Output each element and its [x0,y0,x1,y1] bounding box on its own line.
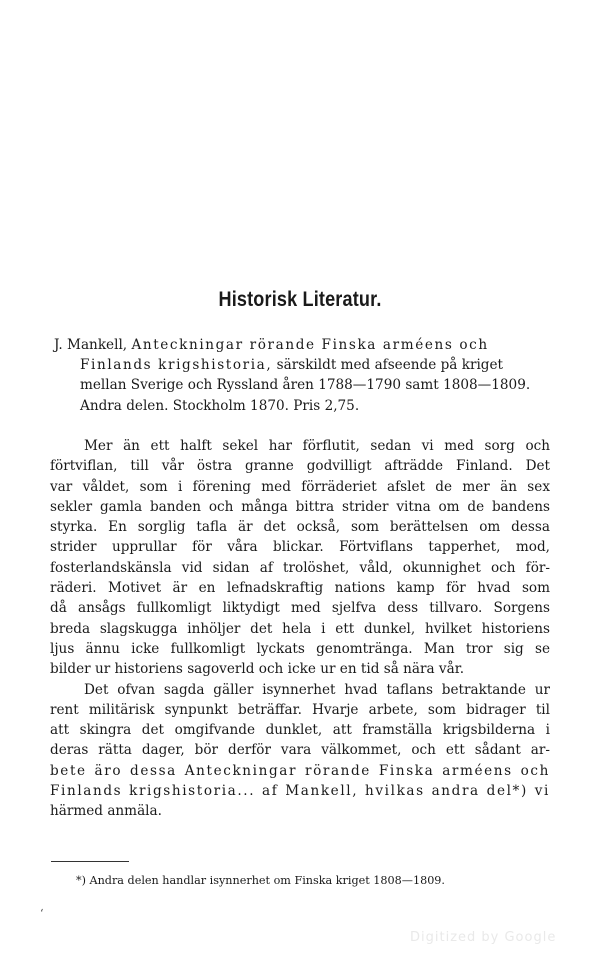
body-line: deras rätta dager, bör derför vara välkommet, och ett sådant ar- [50,742,550,759]
body-line: då ansågs fullkomligt liktydigt med sjelfva dess tillvaro. Sorgens [50,600,550,617]
body-line: att skingra det omgifvande dunklet, att framställa krigsbilderna i [50,722,550,739]
body-line: Det ofvan sagda gäller isynnerhet hvad taflans betraktande ur [84,681,550,698]
footnote-divider [51,861,129,862]
body-line: styrka. En sorglig tafla är det också, som berättelsen om dessa [50,519,550,536]
citation-line [54,335,554,355]
page-heading: Historisk Literatur. [218,288,382,311]
citation-title-part: Finlands krigshistoria, [80,357,273,374]
body-line: Finlands krigshistoria... af Mankell, hvilkas andra del*) vi [50,783,550,800]
body-line: Mer än ett halft sekel har förflutit, sedan vi med sorg och [84,438,550,454]
body-line: bilder ur historiens sagoverld och icke ur en tid så nära vår. [50,661,465,678]
scan-watermark: Digitized by Google [410,930,557,945]
body-line: strider upprullar för våra blickar. Förtviflans tapperhet, mod, [50,539,550,556]
footnote: *) Andra delen handlar isynnerhet om Finska kriget 1808—1809. [76,874,445,887]
body-line: sekler gamla banden och många bittra strider vitna om de bandens [50,498,550,515]
body-line: ljus ännu icke fullkomligt lyckats genomtränga. Man tror sig se [50,640,550,657]
citation-line [54,355,554,375]
body-line: var våldet, som i förening med förräderiet afslet de mer än sex [50,478,550,495]
body-line: härmed anmäla. [50,803,162,820]
citation-line [54,375,554,395]
review-body [50,436,550,822]
body-line: räderi. Motivet är en lefnadskraftig nations kamp för hvad som [50,580,550,597]
citation-text: och [453,337,489,353]
book-citation [54,335,554,416]
body-line: bete äro dessa Anteckningar rörande Finska arméens och [50,762,550,779]
body-line: rent militärisk synpunkt beträffar. Hvarje arbete, som bidrager til [50,701,550,718]
body-line: fosterlandskänsla vid sidan af trolöshet, våld, okunnighet och för- [50,559,550,576]
citation-title-part: Anteckningar rörande Finska arméens [131,337,454,353]
body-line: breda slagskugga inhöljer det hela i ett dunkel, hvilket historiens [50,620,550,637]
stray-mark: ʻ [40,907,44,920]
body-line: förtviflan, till vår östra granne godvilligt afträdde Finland. Det [50,458,550,475]
citation-text: Andra delen. Stockholm 1870. Pris 2,75. [80,397,360,414]
citation-line [54,396,554,416]
citation-text: särskildt med afseende på kriget [272,357,504,374]
citation-text: mellan Sverige och Ryssland åren 1788—1790 samt 1808—1809. [80,377,531,394]
citation-author: J. Mankell, [54,337,132,353]
